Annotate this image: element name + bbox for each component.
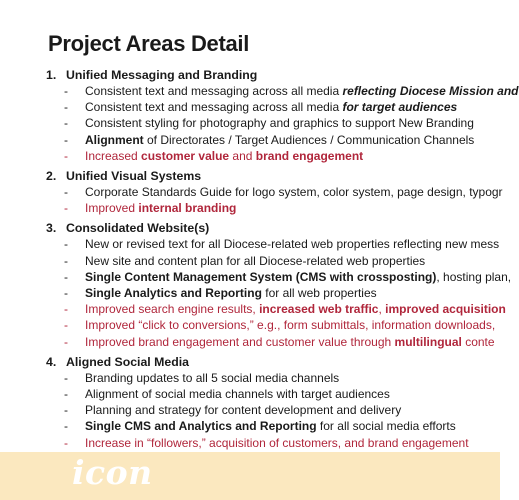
item-emphasis: Single CMS and Analytics and Reporting bbox=[85, 419, 317, 434]
item-text: and bbox=[229, 148, 256, 163]
item-text: New or revised text for all Diocese-related web properties reflecting new mess bbox=[85, 237, 500, 252]
item-text: Improved bbox=[85, 201, 139, 216]
section-2 bbox=[46, 168, 506, 216]
list-item bbox=[46, 418, 506, 434]
item-emphasis: multilingual bbox=[394, 334, 462, 349]
item-text: Increase in “followers,” acquisition of customers, and brand engagement bbox=[85, 435, 469, 450]
item-emphasis: improved acquisition bbox=[385, 302, 506, 317]
list-item bbox=[46, 184, 506, 200]
section-heading bbox=[46, 220, 506, 236]
section-heading-text: Unified Visual Systems bbox=[66, 169, 202, 184]
section-heading-text: Unified Messaging and Branding bbox=[66, 68, 258, 82]
outcome-item bbox=[46, 435, 506, 451]
list-item bbox=[46, 132, 506, 148]
list-item bbox=[46, 402, 506, 418]
footer-band bbox=[0, 452, 500, 500]
item-text: Improved “click to conversions,” e.g., form submittals, information downloads, bbox=[85, 318, 496, 333]
list-item bbox=[46, 285, 506, 301]
section-number: 1. bbox=[46, 68, 57, 82]
list-item bbox=[46, 269, 512, 285]
slide-title: Project Areas Detail bbox=[48, 31, 250, 56]
section-items bbox=[46, 370, 506, 451]
section-heading bbox=[46, 67, 506, 83]
item-emphasis: Single Analytics and Reporting bbox=[85, 286, 262, 301]
item-text: Consistent text and messaging across all media bbox=[85, 84, 343, 98]
outcome-item bbox=[46, 317, 506, 333]
section-items bbox=[46, 83, 519, 164]
item-text: of Directorates / Target Audiences / Communication Channels bbox=[143, 132, 475, 147]
item-text: Planning and strategy for content development and delivery bbox=[85, 403, 402, 418]
outcome-item bbox=[46, 200, 506, 216]
item-text: conte bbox=[461, 334, 495, 349]
project-areas-list bbox=[46, 67, 519, 451]
outcome-item bbox=[46, 334, 506, 350]
item-text: New site and content plan for all Diocese-related web properties bbox=[85, 253, 426, 268]
item-text: Increased bbox=[85, 148, 142, 163]
section-4 bbox=[46, 354, 506, 451]
list-item bbox=[46, 253, 506, 269]
item-text: Consistent text and messaging across all media bbox=[85, 100, 343, 115]
item-emphasis: customer value bbox=[141, 148, 230, 163]
icon-logo: icon bbox=[72, 453, 153, 492]
list-item bbox=[46, 83, 519, 99]
item-text: Corporate Standards Guide for logo system, color system, page design, typogr bbox=[85, 185, 503, 200]
list-item bbox=[46, 99, 506, 115]
section-number: 4. bbox=[46, 354, 57, 369]
item-emphasis: for target audiences bbox=[342, 100, 458, 115]
item-emphasis: brand engagement bbox=[255, 148, 364, 163]
list-item bbox=[46, 115, 506, 131]
outcome-item bbox=[46, 301, 506, 317]
item-text: , hosting plan, bbox=[436, 269, 512, 284]
section-number: 2. bbox=[46, 169, 57, 184]
section-heading bbox=[46, 354, 506, 370]
item-text: Branding updates to all 5 social media channels bbox=[85, 370, 340, 385]
item-emphasis: internal branding bbox=[138, 201, 237, 216]
item-text: Improved brand engagement and customer value through bbox=[85, 334, 395, 349]
item-emphasis: Alignment bbox=[85, 132, 144, 147]
list-item bbox=[46, 386, 506, 402]
section-heading-text: Consolidated Website(s) bbox=[66, 221, 210, 236]
item-text: for all social media efforts bbox=[316, 419, 456, 434]
section-items bbox=[46, 236, 512, 349]
item-text: Alignment of social media channels with target audiences bbox=[85, 387, 390, 402]
section-1 bbox=[46, 67, 519, 164]
item-text: Improved search engine results, bbox=[85, 302, 260, 317]
item-emphasis: Single Content Management System (CMS with crossposting) bbox=[85, 269, 437, 284]
section-number: 3. bbox=[46, 221, 57, 236]
item-text: , bbox=[378, 302, 386, 317]
list-item bbox=[46, 236, 506, 252]
section-items bbox=[46, 184, 506, 216]
section-3 bbox=[46, 220, 512, 349]
item-emphasis: reflecting Diocese Mission and bbox=[342, 84, 519, 98]
list-item bbox=[46, 370, 506, 386]
outcome-item bbox=[46, 148, 506, 164]
item-text: for all web properties bbox=[261, 286, 377, 301]
item-text: Consistent styling for photography and graphics to support New Branding bbox=[85, 116, 474, 131]
section-heading-text: Aligned Social Media bbox=[66, 354, 189, 369]
item-emphasis: increased web traffic bbox=[259, 302, 379, 317]
section-heading bbox=[46, 168, 506, 184]
